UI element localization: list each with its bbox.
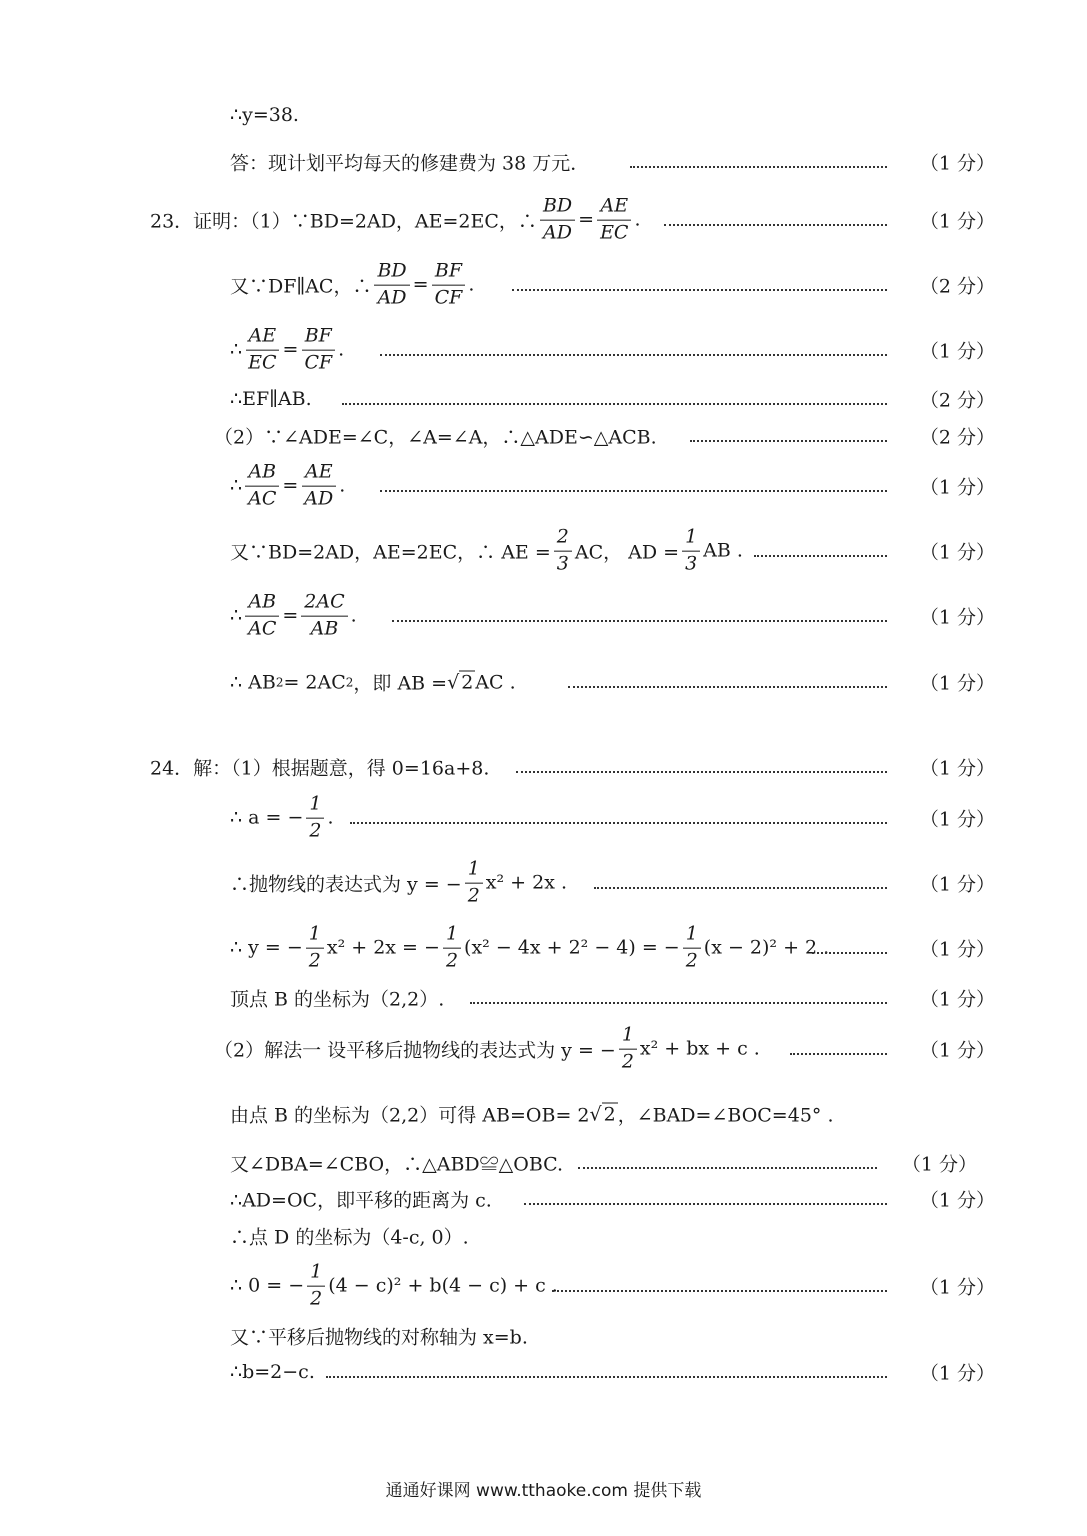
dot-leader xyxy=(664,222,887,226)
line-text: ∴ AB xyxy=(230,671,276,693)
sqrt-sign: √ xyxy=(447,671,460,693)
line-text: 又∵平移后抛物线的对称轴为 x=b. xyxy=(230,1326,528,1349)
line-text: ∴ a = − xyxy=(230,807,304,829)
fraction: $\frac{AE}{AD}$ xyxy=(301,462,336,511)
score-label: （1 分） xyxy=(919,1276,995,1299)
line-text: ，即 AB = xyxy=(353,672,448,695)
dot-leader xyxy=(524,1201,887,1205)
line-text: ∴EF∥AB. xyxy=(230,388,312,410)
fraction: $\frac{BD}{AD}$ xyxy=(540,196,575,245)
line-text: x² + 2x = − xyxy=(326,937,440,959)
score-label: （1 分） xyxy=(919,757,995,780)
dot-leader xyxy=(630,164,887,168)
dot-leader xyxy=(392,618,887,622)
line-text: （2）解法一 设平移后抛物线的表达式为 y = − xyxy=(214,1039,616,1062)
line-text: ，∠BAD=∠BOC=45° . xyxy=(617,1104,834,1127)
fraction: $\frac{BF}{CF}$ xyxy=(301,326,335,375)
line-text: = 2AC xyxy=(283,671,346,693)
line-end: x² + bx + c . xyxy=(639,1038,760,1060)
dot-leader xyxy=(552,1288,887,1292)
line-end: . xyxy=(338,339,345,361)
line-text: 24．解：（1）根据题意，得 0=16a+8. xyxy=(150,757,490,780)
fraction: $\frac{AB}{AC}$ xyxy=(245,592,279,641)
dot-leader xyxy=(350,820,887,824)
fraction: $\frac{2AC}{AB}$ xyxy=(301,592,347,641)
dot-leader xyxy=(594,885,887,889)
score-label: （1 分） xyxy=(919,476,995,499)
line-text: ∴ 0 = − xyxy=(230,1275,305,1297)
superscript: 2 xyxy=(275,675,284,689)
line-text: ∴ xyxy=(230,605,243,627)
score-label: （1 分） xyxy=(919,152,995,175)
dot-leader xyxy=(812,950,887,954)
fraction: $\frac{1}{2}$ xyxy=(306,924,324,973)
line-end: . xyxy=(350,605,357,627)
line-text: 顶点 B 的坐标为（2,2）. xyxy=(230,988,445,1011)
line-text: 由点 B 的坐标为（2,2）可得 AB=OB= 2 xyxy=(230,1104,590,1127)
score-label: （1 分） xyxy=(919,988,995,1011)
line-end: . xyxy=(327,807,334,829)
line-text: ∴AD=OC，即平移的距离为 c. xyxy=(230,1189,492,1212)
fraction: $\frac{1}{2}$ xyxy=(465,859,483,908)
line-text: ∴ xyxy=(230,339,243,361)
fraction: $\frac{BF}{CF}$ xyxy=(432,261,466,310)
line-end: AB . xyxy=(703,540,743,562)
line-end: . xyxy=(634,209,641,231)
dot-leader xyxy=(690,438,887,442)
line-text: 又∵DF∥AC，∴ xyxy=(230,275,372,298)
line-text: AC， AD = xyxy=(574,541,680,564)
score-label: （2 分） xyxy=(919,426,995,449)
dot-leader xyxy=(380,352,887,356)
line-end: . xyxy=(339,475,346,497)
dot-leader xyxy=(578,1165,877,1169)
superscript: 2 xyxy=(345,675,354,689)
line-text: ∴抛物线的表达式为 y = − xyxy=(230,873,462,896)
equals: = xyxy=(412,274,429,296)
dot-leader xyxy=(380,488,887,492)
line-text: ∴ xyxy=(230,475,243,497)
line-end: (4 − c)² + b(4 − c) + c . xyxy=(328,1275,558,1297)
line-text: (x² − 4x + 2² − 4) = − xyxy=(464,937,680,959)
fraction: $\frac{2}{3}$ xyxy=(554,527,572,576)
line-text: ∴b=2−c. xyxy=(230,1361,315,1383)
score-label: （1 分） xyxy=(919,1039,995,1062)
score-label: （2 分） xyxy=(919,275,995,298)
equals: = xyxy=(578,209,595,231)
score-label: （2 分） xyxy=(919,389,995,412)
score-label: （1 分） xyxy=(901,1153,977,1176)
fraction: $\frac{1}{2}$ xyxy=(307,1262,325,1311)
score-label: （1 分） xyxy=(919,1189,995,1212)
line-text: 又∠DBA=∠CBO，∴△ABD≌△OBC. xyxy=(230,1153,564,1176)
fraction: $\frac{AB}{AC}$ xyxy=(245,462,279,511)
equals: = xyxy=(282,605,299,627)
sqrt-sign: √ xyxy=(589,1103,602,1125)
fraction: $\frac{BD}{AD}$ xyxy=(374,261,409,310)
equals: = xyxy=(282,339,299,361)
score-label: （1 分） xyxy=(919,541,995,564)
dot-leader xyxy=(512,287,887,291)
fraction: $\frac{1}{2}$ xyxy=(306,794,324,843)
fraction: $\frac{AE}{EC}$ xyxy=(597,196,631,245)
score-label: （1 分） xyxy=(919,210,995,233)
dot-leader xyxy=(516,769,887,773)
dot-leader xyxy=(470,1000,887,1004)
fraction: $\frac{1}{2}$ xyxy=(443,924,461,973)
line-text: ∴ y = − xyxy=(230,937,303,959)
line-text: （2）∵∠ADE=∠C，∠A=∠A，∴△ADE∽△ACB. xyxy=(214,426,657,449)
line-text: ∴y=38. xyxy=(230,104,299,126)
score-label: （1 分） xyxy=(919,606,995,629)
line-text: 又∵BD=2AD，AE=2EC，∴ AE = xyxy=(230,541,551,564)
fraction: $\frac{AE}{EC}$ xyxy=(245,326,279,375)
score-label: （1 分） xyxy=(919,938,995,961)
score-label: （1 分） xyxy=(919,873,995,896)
fraction: $\frac{1}{2}$ xyxy=(683,924,701,973)
page-footer: 通通好课网 www.tthaoke.com 提供下载 xyxy=(385,1481,702,1501)
fraction: $\frac{1}{3}$ xyxy=(682,527,700,576)
line-end: AC . xyxy=(475,671,516,693)
score-label: （1 分） xyxy=(919,340,995,363)
dot-leader xyxy=(342,401,887,405)
dot-leader xyxy=(754,553,887,557)
line-text: 答：现计划平均每天的修建费为 38 万元． xyxy=(230,152,590,175)
line-text: ∴点 D 的坐标为（4-c, 0）. xyxy=(230,1226,469,1249)
dot-leader xyxy=(326,1374,887,1378)
line-end: (x − 2)² + 2 . xyxy=(703,937,830,959)
sqrt-radicand: 2 xyxy=(461,671,474,694)
line-end: x² + 2x . xyxy=(485,872,568,894)
score-label: （1 分） xyxy=(919,672,995,695)
score-label: （1 分） xyxy=(919,1362,995,1385)
dot-leader xyxy=(568,684,887,688)
line-end: . xyxy=(468,274,475,296)
dot-leader xyxy=(790,1051,887,1055)
score-label: （1 分） xyxy=(919,808,995,831)
fraction: $\frac{1}{2}$ xyxy=(619,1025,637,1074)
equals: = xyxy=(282,475,299,497)
sqrt-radicand: 2 xyxy=(603,1103,616,1126)
line-text: 23．证明：（1）∵BD=2AD，AE=2EC，∴ xyxy=(150,210,537,233)
